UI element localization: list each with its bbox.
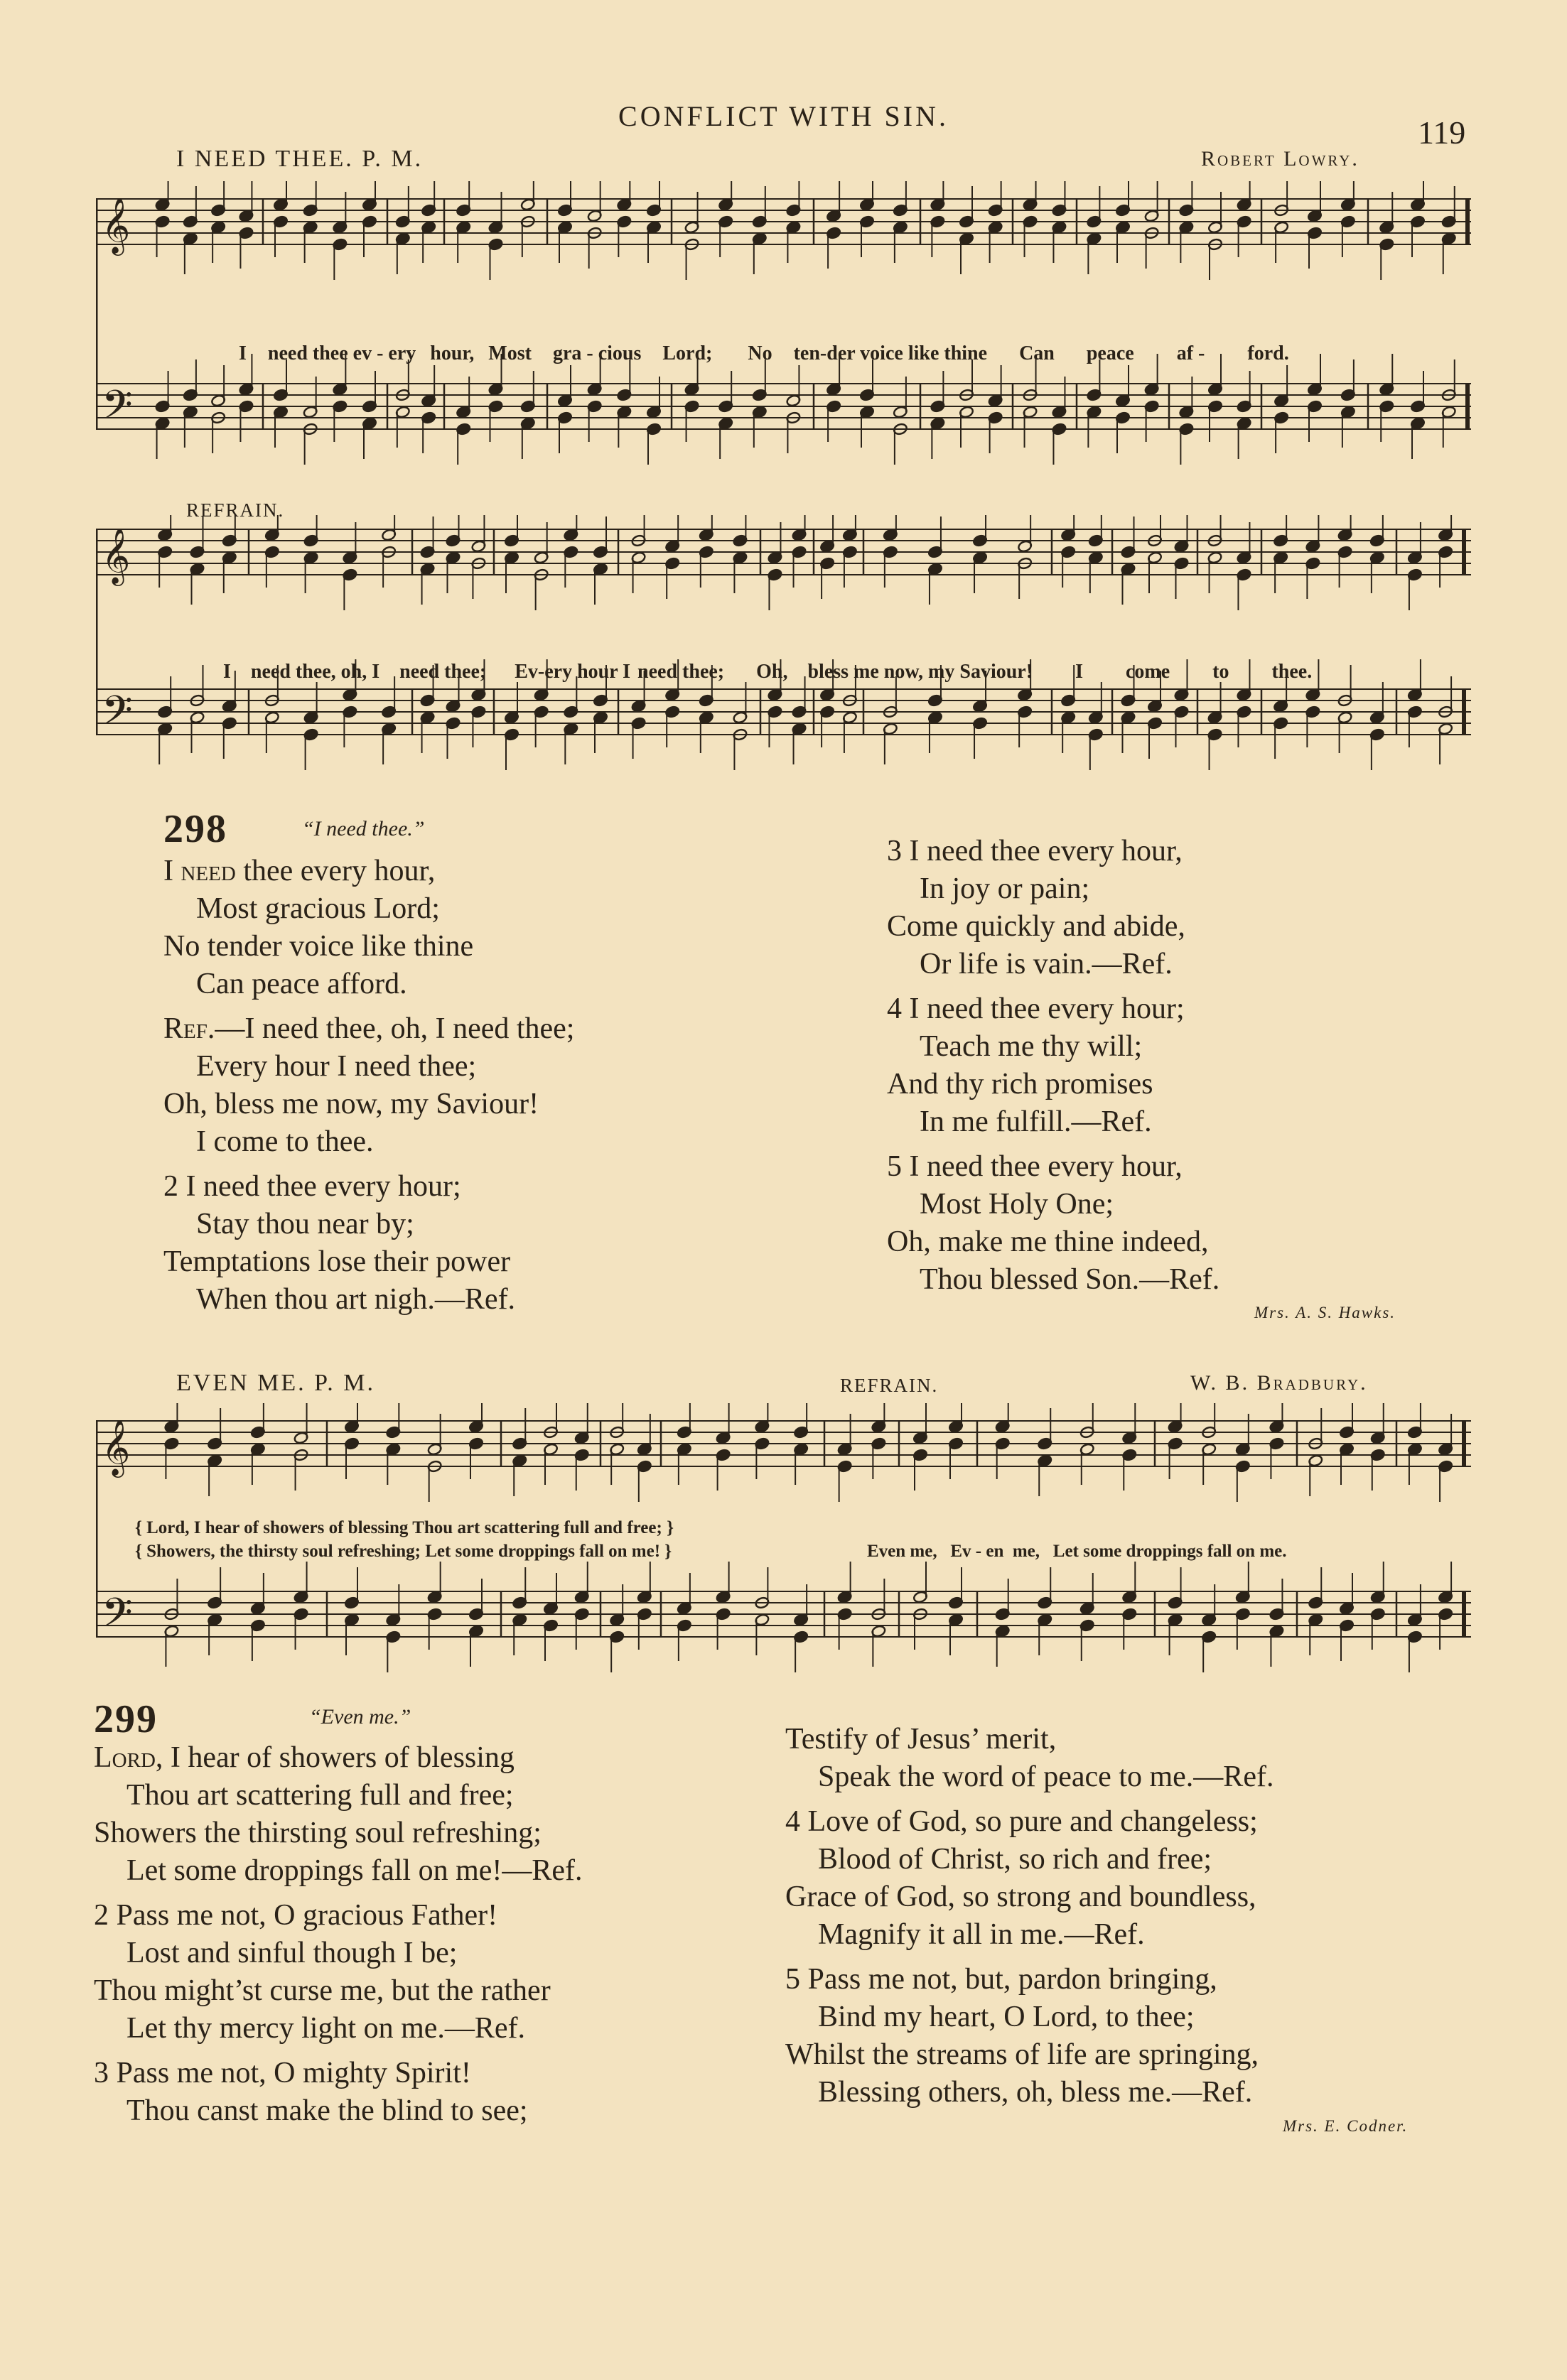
lyric-syllable: need thee, oh, I [250,661,380,683]
verse-line: Most Holy One; [920,1188,1114,1221]
hymn-number-298: 298 [163,807,227,851]
lyric-syllable: No [748,342,772,364]
lyric-syllable: hour, [430,342,475,364]
tune2-lyric-line2: { Showers, the thirsty soul refreshing; Let some droppings fall on me! } [135,1542,672,1561]
running-title: CONFLICT WITH SIN. [618,100,949,132]
hymn-number-299: 299 [94,1697,158,1741]
lyric-syllable: need thee; [399,661,487,683]
hymn298-author: Mrs. A. S. Hawks. [1254,1304,1396,1321]
verse-line: In joy or pain; [920,872,1090,905]
verse-line: Let thy mercy light on me.—Ref. [126,2012,526,2045]
tune1-lyric-stanza [229,320,1289,365]
verse-line: And thy rich promises [887,1068,1153,1100]
verse-line: Bind my heart, O Lord, to thee; [818,2001,1195,2033]
lyric-syllable: I [239,342,247,364]
tune2-name: EVEN ME. P. M. [176,1370,376,1396]
lyric-syllable: Most [488,342,532,364]
verse-line: Temptations lose their power [163,1245,511,1278]
tune2-lyric-refrain: Even me, Ev - en me, Let some droppings fall on me. [867,1542,1287,1561]
verse-line: 5 Pass me not, but, pardon bringing, [785,1963,1217,1996]
verse-line: Let some droppings fall on me!—Ref. [126,1854,583,1887]
verse-line: Come quickly and abide, [887,910,1185,943]
verse-line: Oh, make me thine indeed, [887,1226,1209,1258]
verse-line: 3 Pass me not, O mighty Spirit! [94,2057,471,2089]
verse-line: Thou canst make the blind to see; [126,2094,528,2127]
verse-initial: Lord, [94,1741,163,1774]
lyric-syllable: Oh, [756,661,788,683]
lyric-syllable: bless me now, my Saviour! [807,661,1033,683]
hymn299-motto: “Even me.” [309,1705,411,1729]
verse-line: Thou might’st curse me, but the rather [94,1974,551,2007]
lyric-syllable: Can [1019,342,1055,364]
lyric-syllable: gra - cious [552,342,642,364]
verse-line: 4 I need thee every hour; [887,992,1185,1025]
tune2-lyric-line1: { Lord, I hear of showers of blessing Thou art scattering full and free; } [135,1518,674,1537]
verse-line: Lost and sinful though I be; [126,1937,458,1969]
verse-line: Lord, I hear of showers of blessing [94,1741,515,1774]
treble-clef-icon: 𝄞 [102,198,131,254]
lyric-syllable: Ev-ery hour I [515,661,631,683]
verse-line: Blood of Christ, so rich and free; [818,1843,1212,1876]
verse-line: Teach me thy will; [920,1030,1143,1063]
hymn299-left-column [94,1739,583,2130]
lyric-syllable: peace [1086,342,1134,364]
verse-line: Speak the word of peace to me.—Ref. [818,1760,1274,1793]
hymn299-author: Mrs. E. Codner. [1283,2117,1409,2135]
verse-initial: I need [163,855,236,887]
tune2-refrain-label: REFRAIN. [840,1375,939,1396]
page-number: 119 [1418,114,1466,151]
hymn298-left-column [163,853,574,1319]
verse-line: 2 Pass me not, O gracious Father! [94,1899,498,1932]
lyric-syllable: come [1125,661,1170,683]
verse-line: 2 I need thee every hour; [163,1170,461,1203]
lyric-syllable: need thee; [637,661,725,683]
verse-line: Thou blessed Son.—Ref. [920,1263,1220,1296]
verse-line: 4 Love of God, so pure and changeless; [785,1805,1258,1838]
lyric-syllable: af - [1176,342,1205,364]
verse-line: Testify of Jesus’ merit, [785,1723,1057,1756]
lyric-syllable: to [1212,661,1229,683]
verse-line: Whilst the streams of life are springing, [785,2038,1259,2071]
lyric-syllable: Lord; [662,342,713,364]
hymn298-right-column [887,833,1219,1299]
refrain-line: Every hour I need thee; [196,1050,477,1083]
tune1-name: I NEED THEE. P. M. [176,146,424,172]
verse-line: I need thee every hour, [163,855,436,887]
verse-line: Or life is vain.—Ref. [920,948,1173,980]
treble-clef-icon: 𝄞 [102,1419,131,1476]
lyric-syllable: thee. [1271,661,1313,683]
verse-line: Magnify it all in me.—Ref. [818,1918,1145,1951]
tune1-lyric-refrain [213,638,1312,683]
tune1-composer: Robert Lowry. [1201,147,1359,171]
verse-line: Stay thou near by; [196,1208,414,1240]
lyric-syllable: I [1075,661,1083,683]
verse-line: Most gracious Lord; [196,892,440,925]
tune1-refrain-label: REFRAIN. [186,499,285,521]
verse-line: 3 I need thee every hour, [887,835,1183,867]
verse-line: When thou art nigh.—Ref. [196,1283,516,1316]
refrain-line: I come to thee. [196,1125,374,1158]
bass-clef-icon: 𝄢 [102,688,133,744]
verse-line: Grace of God, so strong and boundless, [785,1881,1256,1913]
lyric-syllable: I [223,661,231,683]
verse-line: Thou art scattering full and free; [126,1779,514,1812]
verse-line: Can peace afford. [196,968,407,1000]
lyric-syllable: ten-der voice like thine [793,342,988,364]
bass-clef-icon: 𝄢 [102,382,133,438]
verse-line: In me fulfill.—Ref. [920,1105,1152,1138]
hymn299-right-column [785,1721,1273,2111]
verse-line: Blessing others, oh, bless me.—Ref. [818,2076,1253,2109]
verse-line: Showers the thirsting soul refreshing; [94,1817,542,1849]
refrain-line: Ref.—I need thee, oh, I need thee; [163,1012,575,1045]
lyric-syllable: ford. [1247,342,1289,364]
refrain-line: Oh, bless me now, my Saviour! [163,1088,539,1120]
tune2-composer: W. B. Bradbury. [1190,1371,1368,1395]
hymn298-motto: “I need thee.” [302,817,425,840]
lyric-syllable: need thee ev - ery [267,342,416,364]
verse-line: 5 I need thee every hour, [887,1150,1183,1183]
bass-clef-icon: 𝄢 [102,1590,133,1646]
verse-line: No tender voice like thine [163,930,474,963]
treble-clef-icon: 𝄞 [102,528,131,584]
